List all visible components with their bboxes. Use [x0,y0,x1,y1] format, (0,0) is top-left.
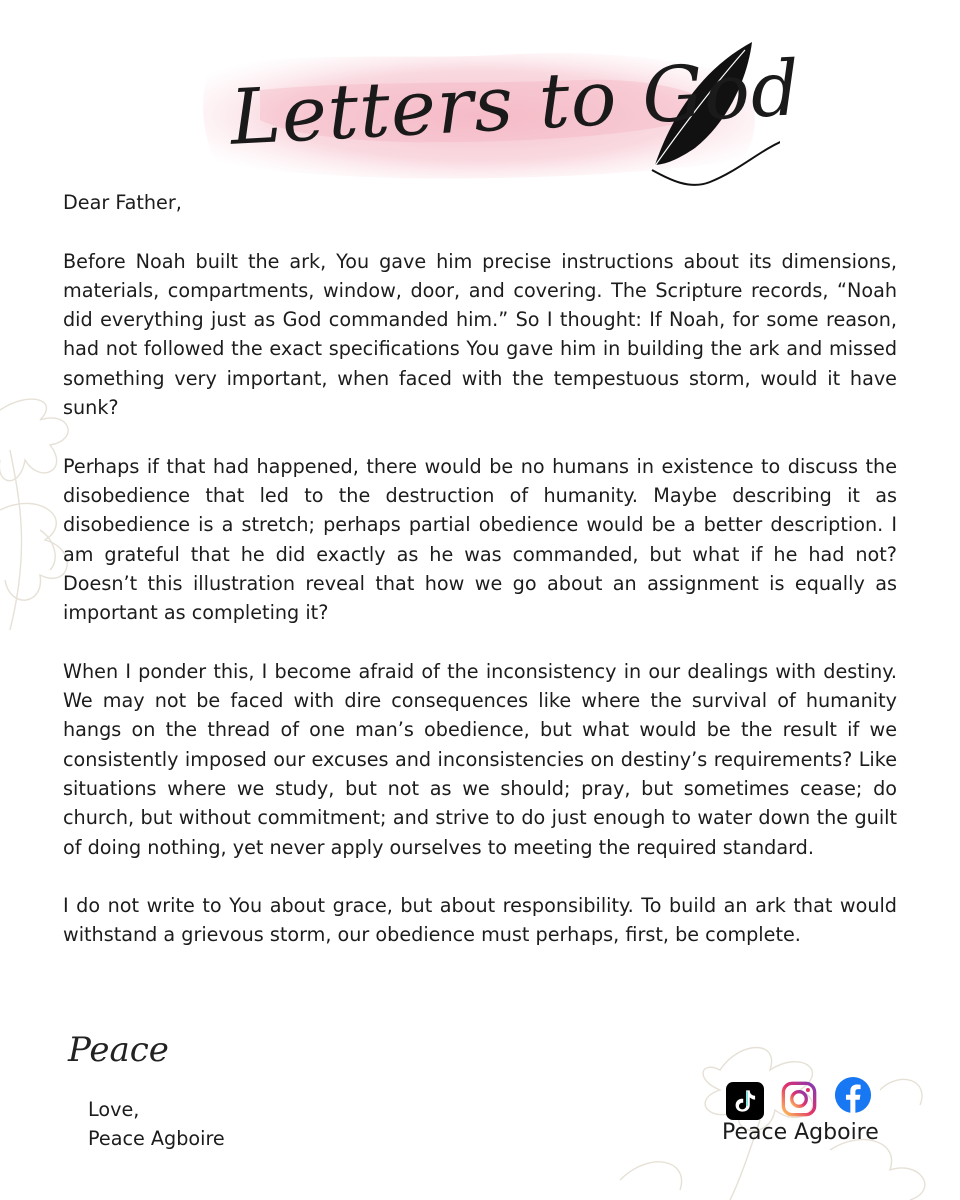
instagram-icon[interactable] [780,1080,818,1118]
closing-block [88,1095,225,1153]
paragraph: Perhaps if that had happened, there would be no humans in existence to discuss the disobedience that led to the destruction of humanity. Maybe describing it as disobedience is a stretch; perhaps partial obedience would be a better description. I am grateful that he did exactly as he was commanded, but what if he had not? Doesn’t this illustration reveal that how we go about an assignment is equally as important as completing it? [63,454,897,625]
tiktok-icon[interactable] [726,1082,764,1120]
paragraph: When I ponder this, I become afraid of the inconsistency in our dealings with destiny. We may not be faced with dire consequences like where the survival of humanity hangs on the thread of one man’s obedience, but what would be the result if we consistently imposed our excuses and inconsistencies on destiny’s requirements? Like situations where we study, but not as we should; pray, but sometimes cease; do church, but without commitment; and strive to do just enough to water down the guilt of doing nothing, yet never apply ourselves to meeting the required standard. [63,659,897,859]
signature-name: Peace Agboire [88,1127,225,1150]
header-banner [200,30,803,200]
paragraph: I do not write to You about grace, but about responsibility. To build an ark that would withstand a grievous storm, our obedience must perhaps, first, be complete. [63,894,897,947]
social-handle-name: Peace Agboire [722,1120,879,1145]
header-title: Letters to God [228,43,803,162]
letter-body [63,188,897,979]
facebook-icon[interactable] [834,1076,872,1114]
social-block [722,1078,892,1158]
salutation: Dear Father, [63,191,182,214]
closing-line: Love, [88,1098,140,1121]
paragraph: Before Noah built the ark, You gave him precise instructions about its dimensions, materials, compartments, window, door, and covering. The Scripture records, “Noah did everything just as God commanded him.” So I thought: If Noah, for some reason, had not followed the exact specifications You gave him in building the ark and missed something very important, when faced with the tempestuous storm, would it have sunk? [63,249,897,420]
signature-script: Peace [68,1030,169,1070]
